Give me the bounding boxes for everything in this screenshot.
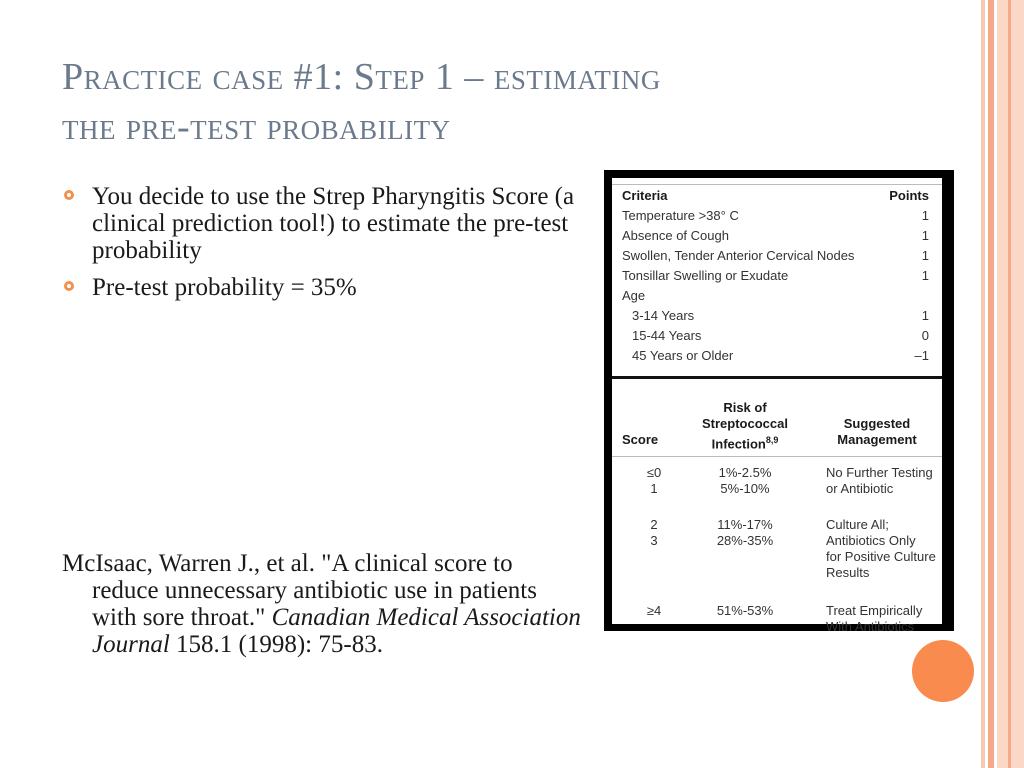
bullet-text: You decide to use the Strep Pharyngitis Score (a clinical prediction tool!) to estimate the pre-test probability	[92, 183, 575, 264]
bullet-icon	[64, 190, 74, 200]
criteria-row	[622, 228, 937, 246]
criteria-label: 15-44 Years	[632, 328, 702, 343]
points-header: Points	[889, 188, 929, 203]
risk-value: 1%-2.5% 5%-10%	[718, 465, 772, 496]
slide-title	[62, 52, 962, 152]
citation-authors: McIsaac, Warren J., et al. "A clinical score to reduce unnecessary antibiotic use in patients with sore throat."	[62, 550, 537, 631]
criteria-points: 0	[921, 328, 929, 343]
criteria-points: 1	[921, 208, 929, 223]
bullet-item	[62, 183, 582, 264]
bullet-icon	[64, 281, 74, 291]
table-top-rule	[612, 184, 942, 185]
criteria-row	[622, 288, 937, 306]
criteria-row	[632, 328, 937, 346]
risk-header	[690, 400, 800, 452]
title-line-2: the pre-test probability	[62, 106, 451, 148]
criteria-points: 1	[921, 248, 929, 263]
criteria-row	[622, 248, 937, 266]
citation-rest: 158.1 (1998): 75-83.	[169, 631, 383, 658]
risk-value: 11%-17% 28%-35%	[716, 517, 774, 548]
criteria-points: 1	[921, 308, 929, 323]
criteria-label: 3-14 Years	[632, 308, 695, 323]
score-value: ≤0 1	[646, 465, 662, 496]
criteria-row	[632, 308, 937, 326]
score-value: ≥4	[646, 603, 662, 618]
risk-header-text: Risk of Streptococcal Infection	[702, 400, 788, 452]
criteria-points: 1	[921, 228, 929, 243]
management-header: Suggested Management	[837, 416, 917, 447]
decor-circle	[912, 640, 974, 702]
management-value: No Further Testing or Antibiotic	[826, 465, 933, 496]
criteria-label: Absence of Cough	[622, 228, 729, 243]
criteria-points: –1	[914, 348, 929, 363]
criteria-header: Criteria	[622, 188, 668, 203]
table-content	[612, 178, 942, 634]
criteria-row	[622, 268, 937, 286]
strep-score-table	[604, 170, 954, 634]
score-header: Score	[622, 432, 659, 447]
title-line-1: Practice case #1: Step 1 – estimating	[62, 56, 661, 98]
criteria-points: 1	[921, 268, 929, 283]
citation-journal: Canadian Medical Association Journal	[92, 604, 581, 658]
criteria-label: 45 Years or Older	[632, 348, 734, 363]
citation	[62, 550, 582, 658]
risk-header-sup: 8,9	[765, 435, 779, 445]
management-value: Treat Empirically With Antibiotics	[826, 603, 923, 634]
table-divider	[612, 376, 942, 379]
criteria-label: Swollen, Tender Anterior Cervical Nodes	[622, 248, 855, 263]
criteria-row	[622, 208, 937, 226]
bullet-text: Pre-test probability = 35%	[92, 274, 357, 301]
bullet-list	[62, 183, 582, 311]
risk-value: 51%-53%	[716, 603, 774, 618]
management-value: Culture All; Antibiotics Only for Positive Culture Results	[826, 517, 936, 580]
criteria-label: Temperature >38° C	[622, 208, 739, 223]
criteria-label: Tonsillar Swelling or Exudate	[622, 268, 789, 283]
decor-stripe	[981, 0, 985, 768]
criteria-header-row	[622, 188, 937, 206]
decor-stripe	[988, 0, 994, 768]
criteria-row	[632, 348, 937, 366]
criteria-label: Age	[622, 288, 646, 303]
score-value: 2 3	[650, 517, 658, 548]
decor-stripe	[1008, 0, 1011, 768]
score-header-rule	[612, 456, 942, 457]
bullet-item	[62, 274, 582, 301]
